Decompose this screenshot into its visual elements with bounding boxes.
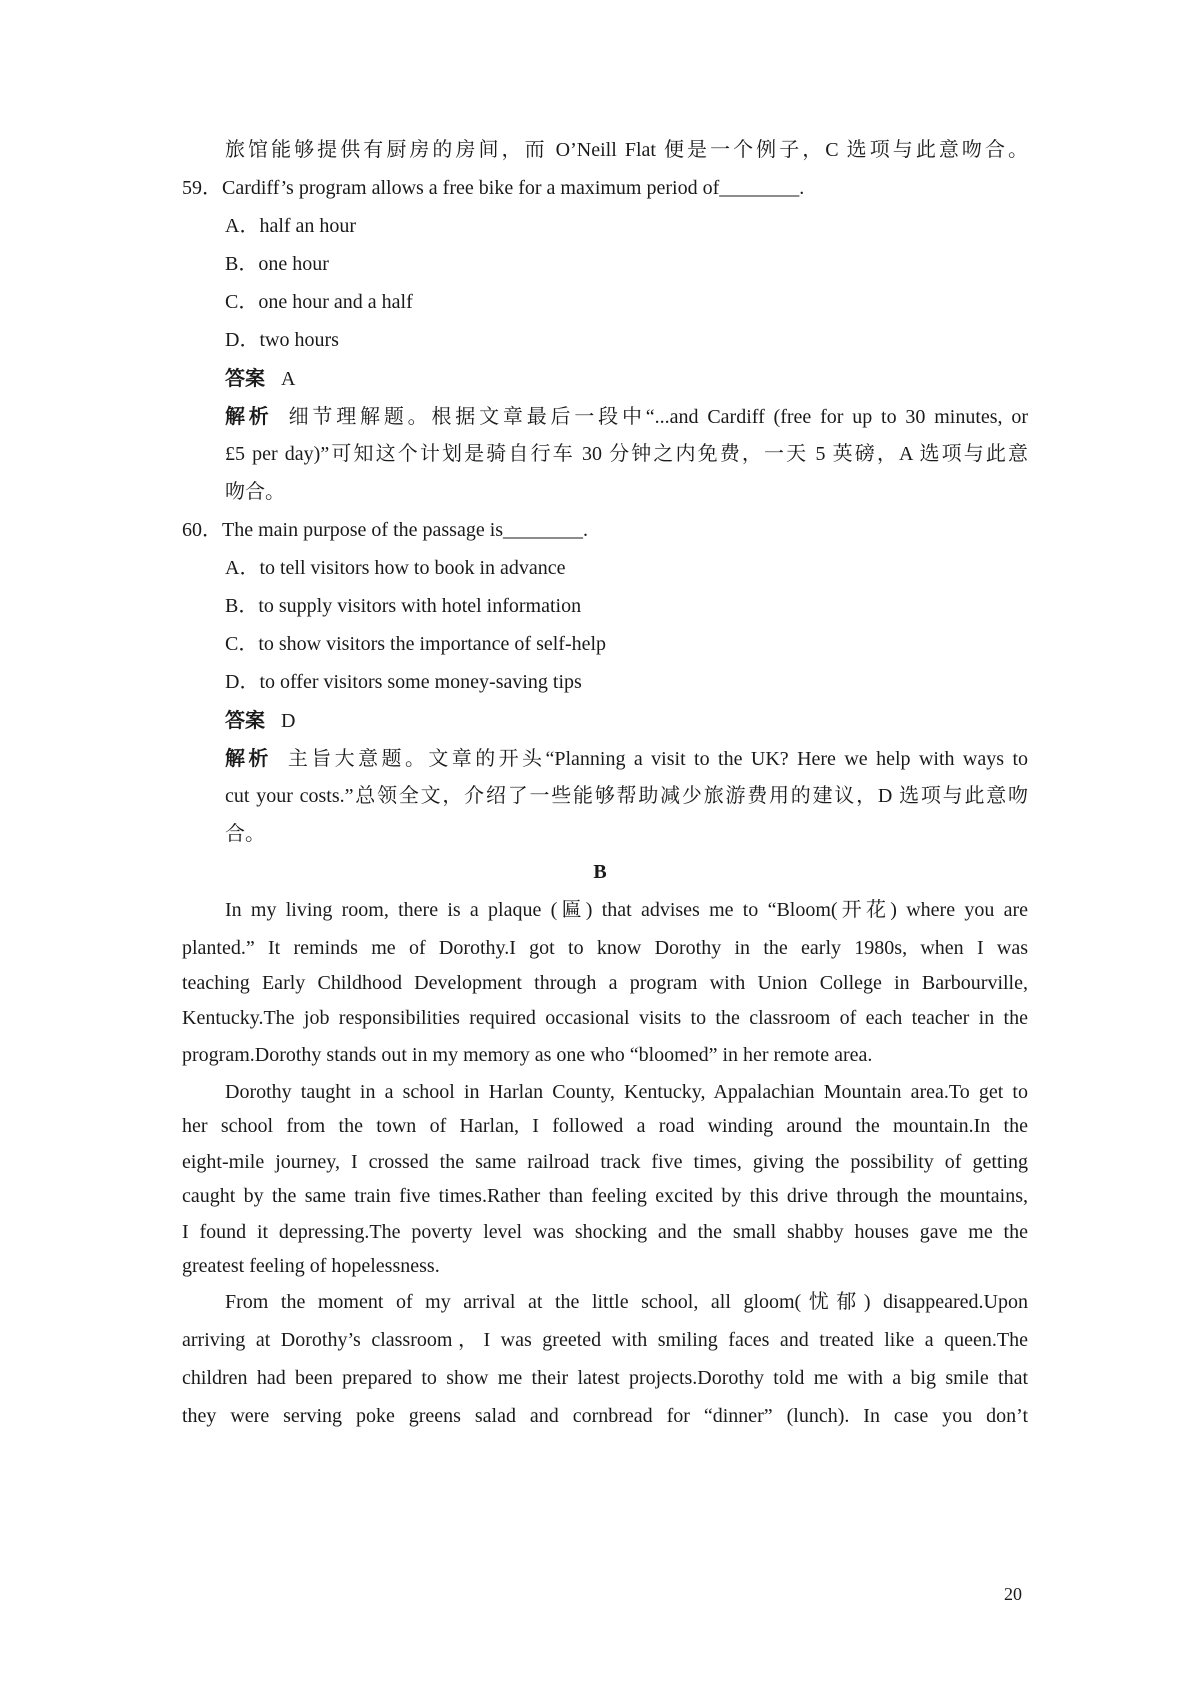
q60-explanation-line-2: cut your costs.”总领全文，介绍了一些能够帮助减少旅游费用的建议，D 选项与此意吻 — [225, 785, 1028, 807]
answer-label: 答案 — [225, 708, 265, 732]
paragraph-2-line-5: I found it depressing.The poverty level was shocking and the small shabby houses gave me the — [182, 1221, 1028, 1243]
paragraph-1-line-2: planted.” It reminds me of Dorothy.I got to know Dorothy in the early 1980s, when I was — [182, 937, 1028, 959]
q60-option-b: B．to supply visitors with hotel information — [225, 595, 582, 617]
paragraph-3-line-3: children had been prepared to show me their latest projects.Dorothy told me with a big smile that — [182, 1367, 1028, 1389]
q60-option-d: D．to offer visitors some money-saving tips — [225, 671, 582, 693]
q60-answer — [225, 710, 295, 731]
paragraph-1-line-3: teaching Early Childhood Development through a program with Union College in Barbourville, — [182, 972, 1028, 994]
paragraph-2-line-4: caught by the same train five times.Rather than feeling excited by this drive through the mountains, — [182, 1185, 1028, 1207]
paragraph-2-line-1: Dorothy taught in a school in Harlan County, Kentucky, Appalachian Mountain area.To get to — [225, 1081, 1028, 1103]
explanation-label: 解析 — [225, 746, 272, 770]
q60-option-c: C．to show visitors the importance of self-help — [225, 633, 607, 655]
paragraph-3-line-1: From the moment of my arrival at the little school, all gloom(忧郁) disappeared.Upon — [225, 1291, 1028, 1313]
q59-answer — [225, 368, 295, 389]
q59-option-c: C．one hour and a half — [225, 291, 413, 313]
q59-option-a: A．half an hour — [225, 215, 357, 237]
explanation-continuation: 旅馆能够提供有厨房的房间，而 O’Neill Flat 便是一个例子，C 选项与此意吻合。 — [225, 139, 1028, 161]
q60-option-a: A．to tell visitors how to book in advance — [225, 557, 566, 579]
q59-explanation-line-2: £5 per day)”可知这个计划是骑自行车 30 分钟之内免费，一天 5 英磅，A 选项与此意 — [225, 443, 1028, 465]
paragraph-3-line-4: they were serving poke greens salad and cornbread for “dinner” (lunch). In case you don’t — [182, 1405, 1028, 1427]
answer-value: D — [281, 710, 296, 732]
q60-explanation-line-1: 解析 主旨大意题。文章的开头“Planning a visit to the UK? Here we help with ways to — [225, 746, 1028, 770]
answer-label: 答案 — [225, 366, 265, 390]
question-60: 60．The main purpose of the passage is________. — [182, 519, 589, 541]
explanation-label: 解析 — [225, 404, 273, 428]
paragraph-1-line-4: Kentucky.The job responsibilities required occasional visits to the classroom of each teacher in the — [182, 1007, 1028, 1029]
paragraph-1-line-1: In my living room, there is a plaque (匾) that advises me to “Bloom(开花) where you are — [225, 899, 1028, 921]
paragraph-2-line-3: eight-mile journey, I crossed the same railroad track five times, giving the possibility of getting — [182, 1151, 1028, 1173]
section-heading: B — [593, 861, 607, 883]
paragraph-2-line-2: her school from the town of Harlan, I followed a road winding around the mountain.In the — [182, 1115, 1028, 1137]
q59-explanation-line-1: 解析 细节理解题。根据文章最后一段中“...and Cardiff (free for up to 30 minutes, or — [225, 404, 1029, 428]
q59-explanation-line-3: 吻合。 — [225, 481, 285, 503]
q59-option-d: D．two hours — [225, 329, 339, 351]
q60-explanation-line-3: 合。 — [225, 823, 265, 845]
paragraph-1-line-5: program.Dorothy stands out in my memory as one who “bloomed” in her remote area. — [182, 1044, 873, 1066]
paragraph-2-line-6: greatest feeling of hopelessness. — [182, 1255, 440, 1277]
question-59: 59．Cardiff’s program allows a free bike for a maximum period of________. — [182, 177, 805, 199]
answer-value: A — [281, 368, 296, 390]
paragraph-3-line-2: arriving at Dorothy’s classroom，I was greeted with smiling faces and treated like a queen.The — [182, 1329, 1028, 1351]
page-number: 20 — [1004, 1584, 1022, 1604]
q59-option-b: B．one hour — [225, 253, 329, 275]
